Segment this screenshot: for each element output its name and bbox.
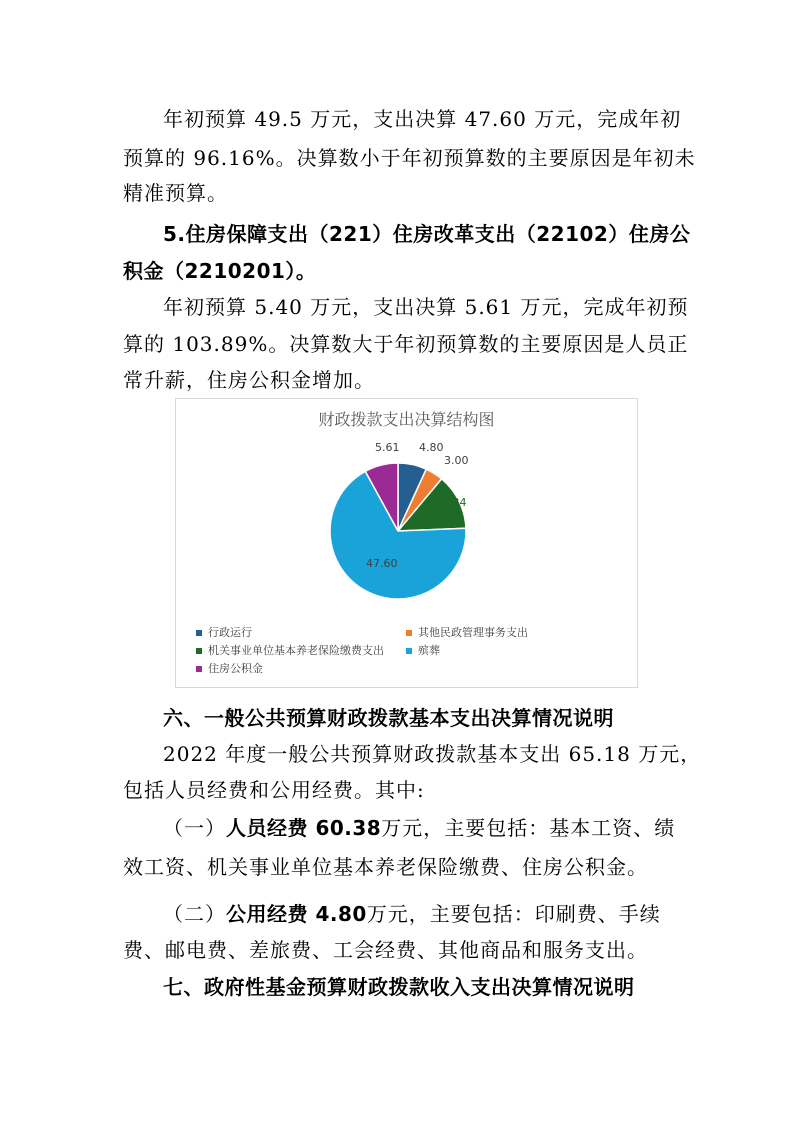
pie-svg xyxy=(176,399,637,629)
legend-swatch xyxy=(196,648,202,654)
legend-swatch xyxy=(406,648,412,654)
data-label: 4.80 xyxy=(419,441,444,454)
item-line xyxy=(163,901,661,927)
paragraph-line: 费、邮电费、差旅费、工会经费、其他商品和服务支出。 xyxy=(123,938,648,962)
legend-swatch xyxy=(196,666,202,672)
paragraph-line: 算的 103.89%。决算数大于年初预算数的主要原因是人员正 xyxy=(123,332,689,356)
item-prefix: （一） xyxy=(163,816,226,840)
paragraph-line: 效工资、机关事业单位基本养老保险缴费、住房公积金。 xyxy=(123,855,648,879)
item-text: 万元，主要包括：印刷费、手续 xyxy=(366,902,661,926)
paragraph-line: 精准预算。 xyxy=(123,181,228,205)
item-label: 公用经费 4.80 xyxy=(226,902,367,926)
item-prefix: （二） xyxy=(163,902,226,926)
legend-item: 殡葬 xyxy=(406,642,440,658)
item-text: 万元，主要包括：基本工资、绩 xyxy=(381,816,676,840)
legend-swatch xyxy=(196,630,202,636)
legend-item: 机关事业单位基本养老保险缴费支出 xyxy=(196,642,384,658)
data-label: 9.34 xyxy=(442,496,467,509)
item-line xyxy=(163,815,675,841)
paragraph-line: 年初预算 49.5 万元，支出决算 47.60 万元，完成年初 xyxy=(163,107,682,131)
legend-item: 行政运行 xyxy=(196,624,252,640)
data-label: 3.00 xyxy=(444,454,469,467)
legend-item: 住房公积金 xyxy=(196,660,263,676)
section-heading: 六、一般公共预算财政拨款基本支出决算情况说明 xyxy=(163,706,614,730)
paragraph-line: 年初预算 5.40 万元，支出决算 5.61 万元，完成年初预 xyxy=(163,295,689,319)
paragraph-line: 常升薪，住房公积金增加。 xyxy=(123,368,375,392)
data-label: 5.61 xyxy=(375,441,400,454)
paragraph-line: 2022 年度一般公共预算财政拨款基本支出 65.18 万元， xyxy=(163,742,702,766)
data-label: 47.60 xyxy=(366,557,398,570)
legend-swatch xyxy=(406,630,412,636)
section-heading: 5.住房保障支出（221）住房改革支出（22102）住房公 xyxy=(163,222,691,246)
section-heading: 七、政府性基金预算财政拨款收入支出决算情况说明 xyxy=(163,975,635,999)
paragraph-line: 包括人员经费和公用经费。其中: xyxy=(123,778,425,802)
chart-title: 财政拨款支出决算结构图 xyxy=(318,410,495,429)
paragraph-line: 预算的 96.16%。决算数小于年初预算数的主要原因是年初未 xyxy=(123,146,696,170)
pie-chart xyxy=(175,398,638,688)
item-label: 人员经费 60.38 xyxy=(226,816,382,840)
legend-item: 其他民政管理事务支出 xyxy=(406,624,528,640)
section-heading: 积金（2210201）。 xyxy=(123,259,317,283)
